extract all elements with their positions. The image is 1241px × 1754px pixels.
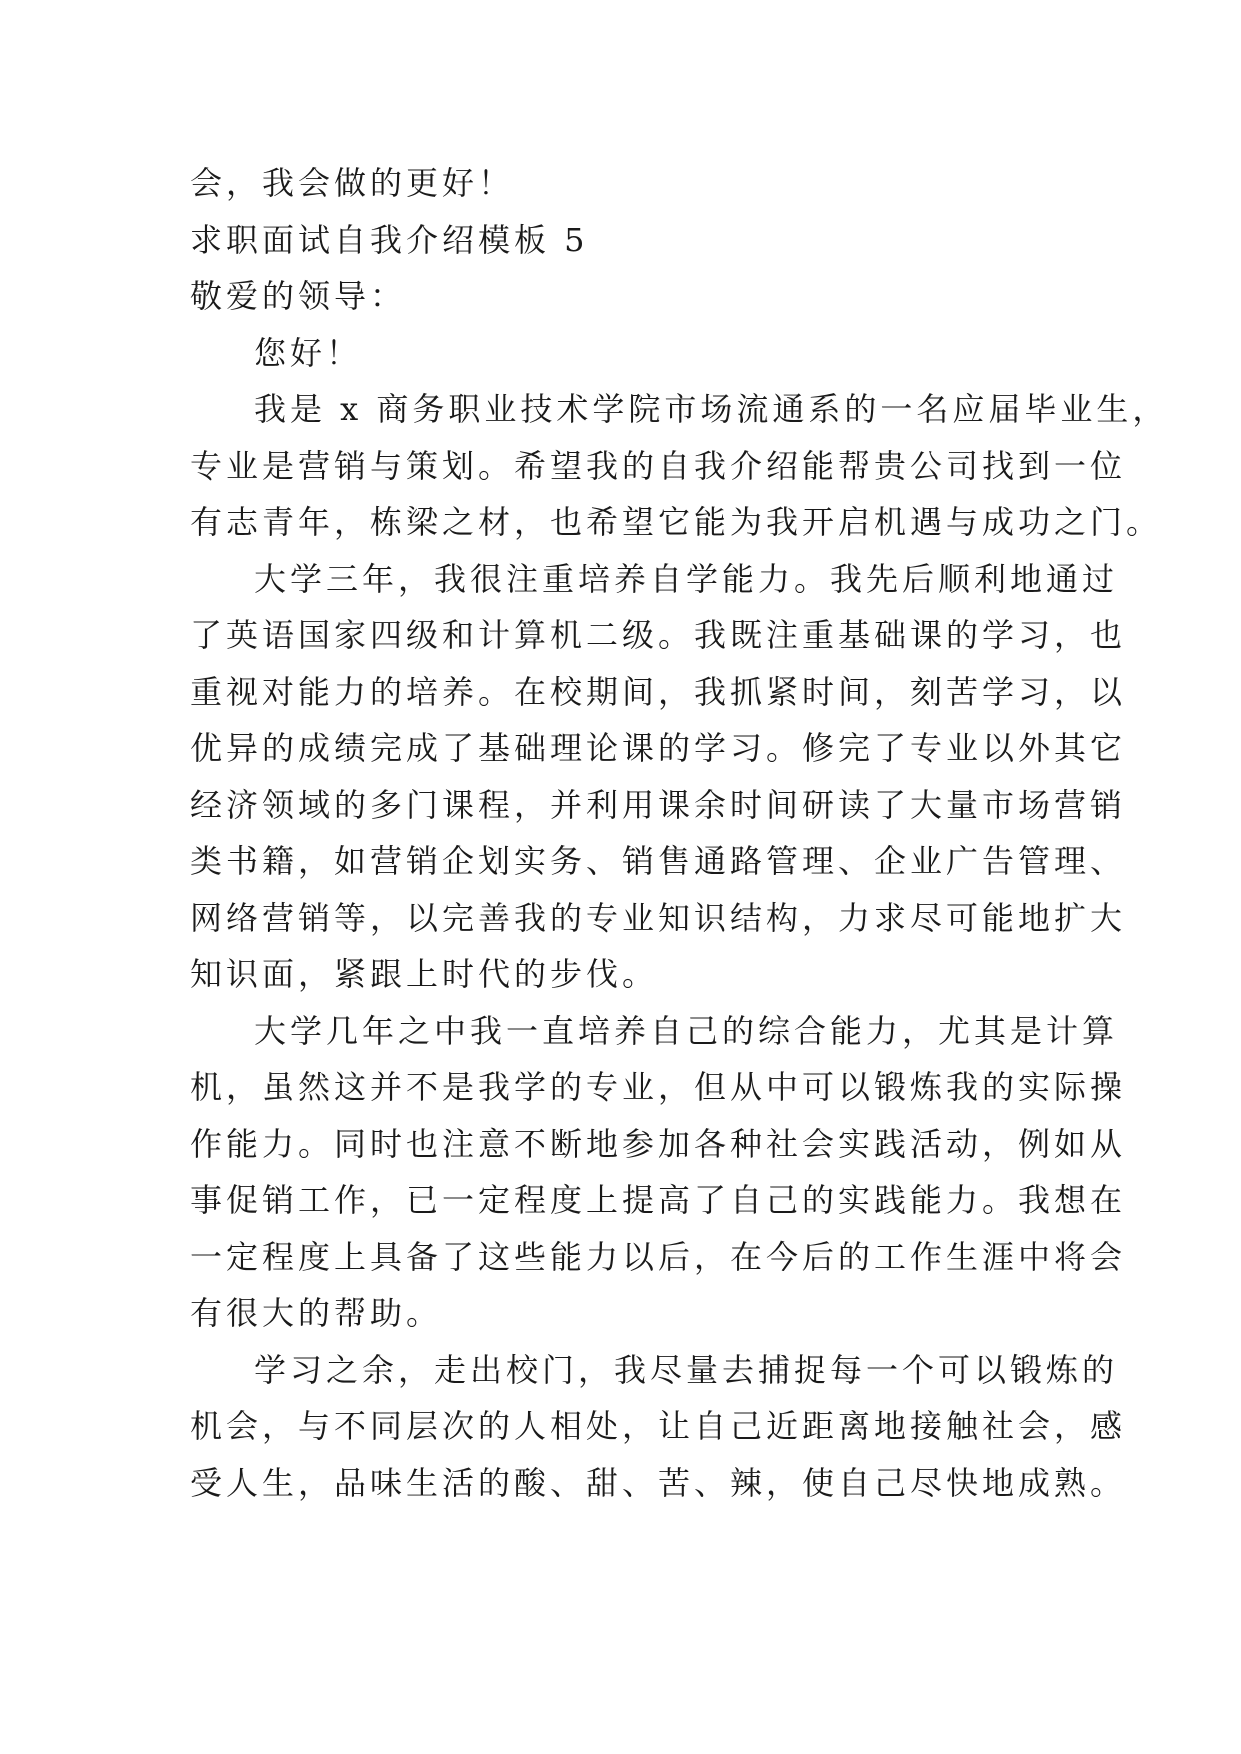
paragraph-line: 机，虽然这并不是我学的专业，但从中可以锻炼我的实际操 — [190, 1068, 1127, 1106]
paragraph-line: 学习之余，走出校门，我尽量去捕捉每一个可以锻炼的 — [254, 1350, 1119, 1389]
paragraph-line: 有志青年，栋梁之材，也希望它能为我开启机遇与成功之门。 — [190, 503, 1163, 541]
paragraph-line: 了英语国家四级和计算机二级。我既注重基础课的学习，也 — [190, 616, 1127, 654]
paragraph-line: 机会，与不同层次的人相处，让自己近距离地接触社会，感 — [190, 1407, 1127, 1445]
salutation: 敬爱的领导： — [190, 277, 407, 315]
paragraph-line: 大学几年之中我一直培养自己的综合能力，尤其是计算 — [254, 1011, 1119, 1050]
paragraph-line: 重视对能力的培养。在校期间，我抓紧时间，刻苦学习，以 — [190, 672, 1127, 711]
paragraph-line: 经济领域的多门课程，并利用课余时间研读了大量市场营销 — [190, 785, 1127, 824]
paragraph-line: 作能力。同时也注意不断地参加各种社会实践活动，例如从 — [190, 1124, 1127, 1163]
paragraph-line: 事促销工作，已一定程度上提高了自己的实践能力。我想在 — [190, 1181, 1127, 1219]
paragraph-line: 有很大的帮助。 — [190, 1294, 443, 1332]
paragraph-line: 网络营销等，以完善我的专业知识结构，力求尽可能地扩大 — [190, 898, 1127, 937]
paragraph-line: 一定程度上具备了这些能力以后，在今后的工作生涯中将会 — [190, 1237, 1127, 1276]
paragraph-social — [190, 1342, 1127, 1512]
paragraph-line: 专业是营销与策划。希望我的自我介绍能帮贵公司找到一位 — [190, 446, 1127, 485]
paragraph-study — [190, 551, 1127, 1003]
paragraph-line: 类书籍，如营销企划实务、销售通路管理、企业广告管理、 — [190, 842, 1127, 880]
paragraph-line: 受人生，品味生活的酸、甜、苦、辣，使自己尽快地成熟。 — [190, 1463, 1127, 1502]
paragraph-abilities — [190, 1003, 1127, 1342]
paragraph-intro — [190, 381, 1169, 551]
document-body — [190, 155, 1169, 1511]
continuation-line: 会，我会做的更好！ — [190, 164, 515, 202]
paragraph-line: 大学三年，我很注重培养自学能力。我先后顺利地通过 — [254, 559, 1119, 598]
document-heading: 求职面试自我介绍模板 5 — [190, 220, 589, 259]
paragraph-line: 优异的成绩完成了基础理论课的学习。修完了专业以外其它 — [190, 729, 1127, 767]
paragraph-line: 我是 x 商务职业技术学院市场流通系的一名应届毕业生， — [254, 390, 1169, 428]
paragraph-line: 知识面，紧跟上时代的步伐。 — [190, 955, 659, 993]
greeting: 您好！ — [254, 333, 363, 372]
